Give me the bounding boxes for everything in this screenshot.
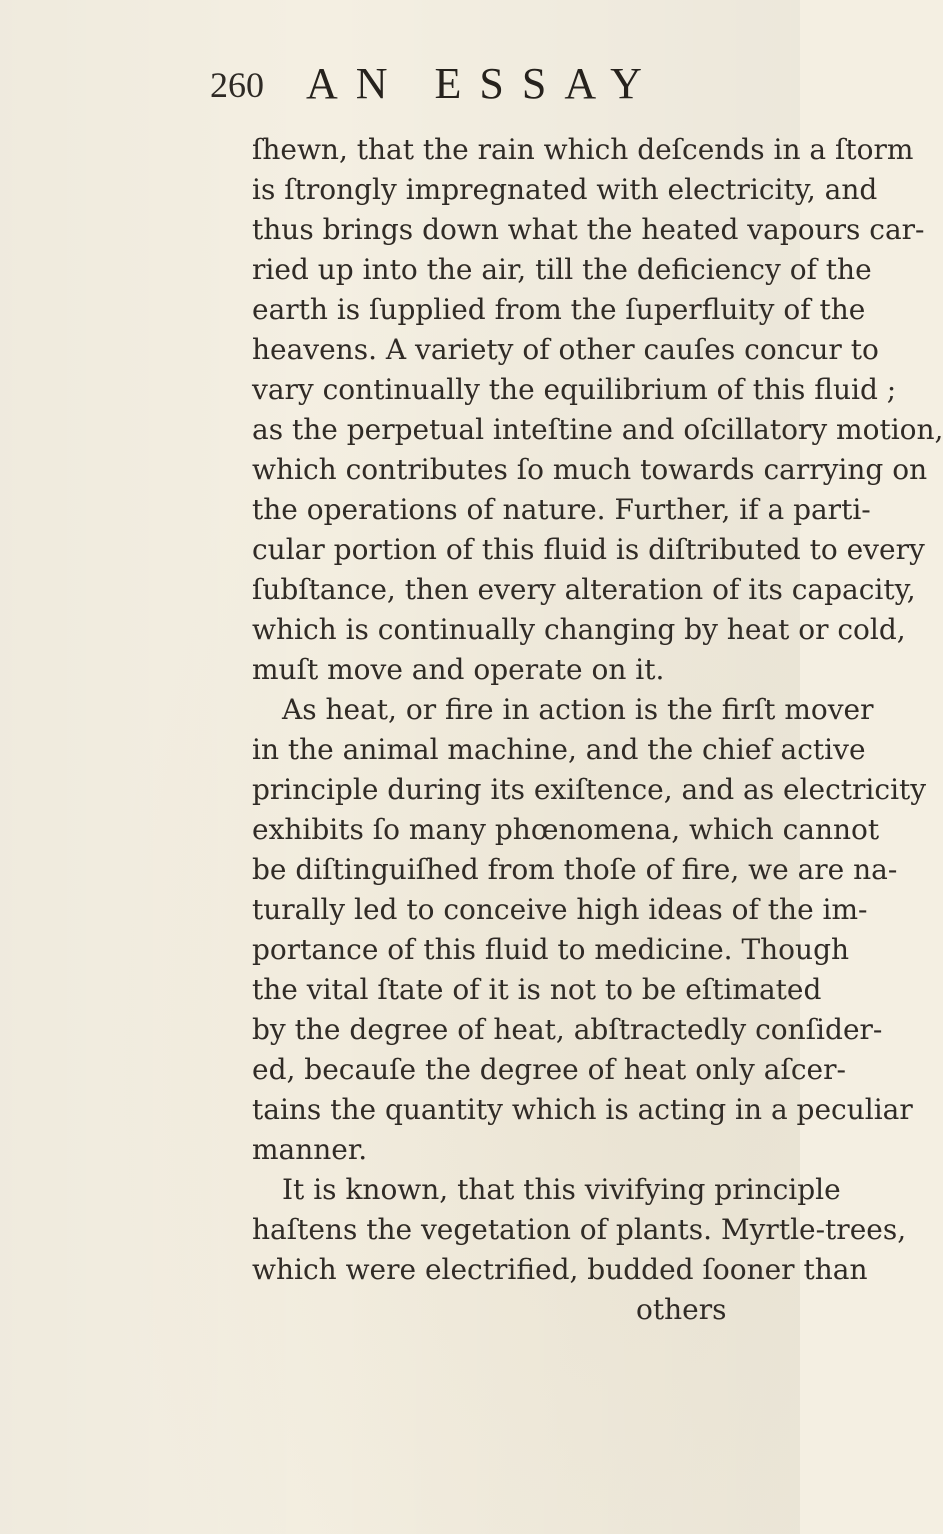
text-line: manner.	[252, 1133, 368, 1166]
text-line: be diſtinguiſhed from thoſe of fire, we are na-	[252, 853, 898, 886]
text-line: haſtens the vegetation of plants. Myrtle-trees,	[252, 1213, 907, 1246]
text-line: which contributes ſo much towards carrying on	[252, 453, 928, 486]
text-line: turally led to conceive high ideas of the im-	[252, 893, 868, 926]
text-line: heavens. A variety of other cauſes concur to	[252, 333, 879, 366]
text-line: by the degree of heat, abſtractedly conſider-	[252, 1013, 883, 1046]
page-number: 260	[210, 65, 264, 105]
text-line: tains the quantity which is acting in a peculiar	[252, 1093, 913, 1126]
text-line: ed, becauſe the degree of heat only aſcer-	[252, 1053, 846, 1086]
text-line: ſhewn, that the rain which deſcends in a ſtorm	[252, 133, 914, 166]
text-line: ſubſtance, then every alteration of its capacity,	[252, 573, 916, 606]
text-line: exhibits ſo many phœnomena, which cannot	[252, 813, 880, 846]
paragraph-start-line: It is known, that this vivifying principle	[282, 1173, 841, 1206]
running-head: AN ESSAY	[306, 59, 660, 108]
text-line: as the perpetual inteſtine and oſcillatory motion,	[252, 413, 943, 446]
text-line: is ſtrongly impregnated with electricity, and	[252, 173, 878, 206]
text-line: principle during its exiſtence, and as electricity	[252, 773, 927, 806]
text-line: in the animal machine, and the chief active	[252, 733, 866, 766]
paragraph-start-line: As heat, or fire in action is the firſt mover	[282, 693, 874, 726]
text-line: the operations of nature. Further, if a parti-	[252, 493, 871, 526]
text-line: vary continually the equilibrium of this fluid ;	[252, 373, 897, 406]
text-line: the vital ſtate of it is not to be eſtimated	[252, 973, 822, 1006]
text-line: ried up into the air, till the deficiency of the	[252, 253, 872, 286]
text-line: which is continually changing by heat or cold,	[252, 613, 906, 646]
text-line: thus brings down what the heated vapours car-	[252, 213, 925, 246]
text-line: earth is ſupplied from the ſuperfluity of the	[252, 293, 866, 326]
catchword: others	[636, 1293, 727, 1326]
page-header	[210, 52, 730, 112]
text-line: muſt move and operate on it.	[252, 653, 665, 686]
text-line: portance of this fluid to medicine. Though	[252, 933, 850, 966]
text-line: cular portion of this fluid is diſtributed to every	[252, 533, 925, 566]
text-line: which were electrified, budded ſooner than	[252, 1253, 868, 1286]
